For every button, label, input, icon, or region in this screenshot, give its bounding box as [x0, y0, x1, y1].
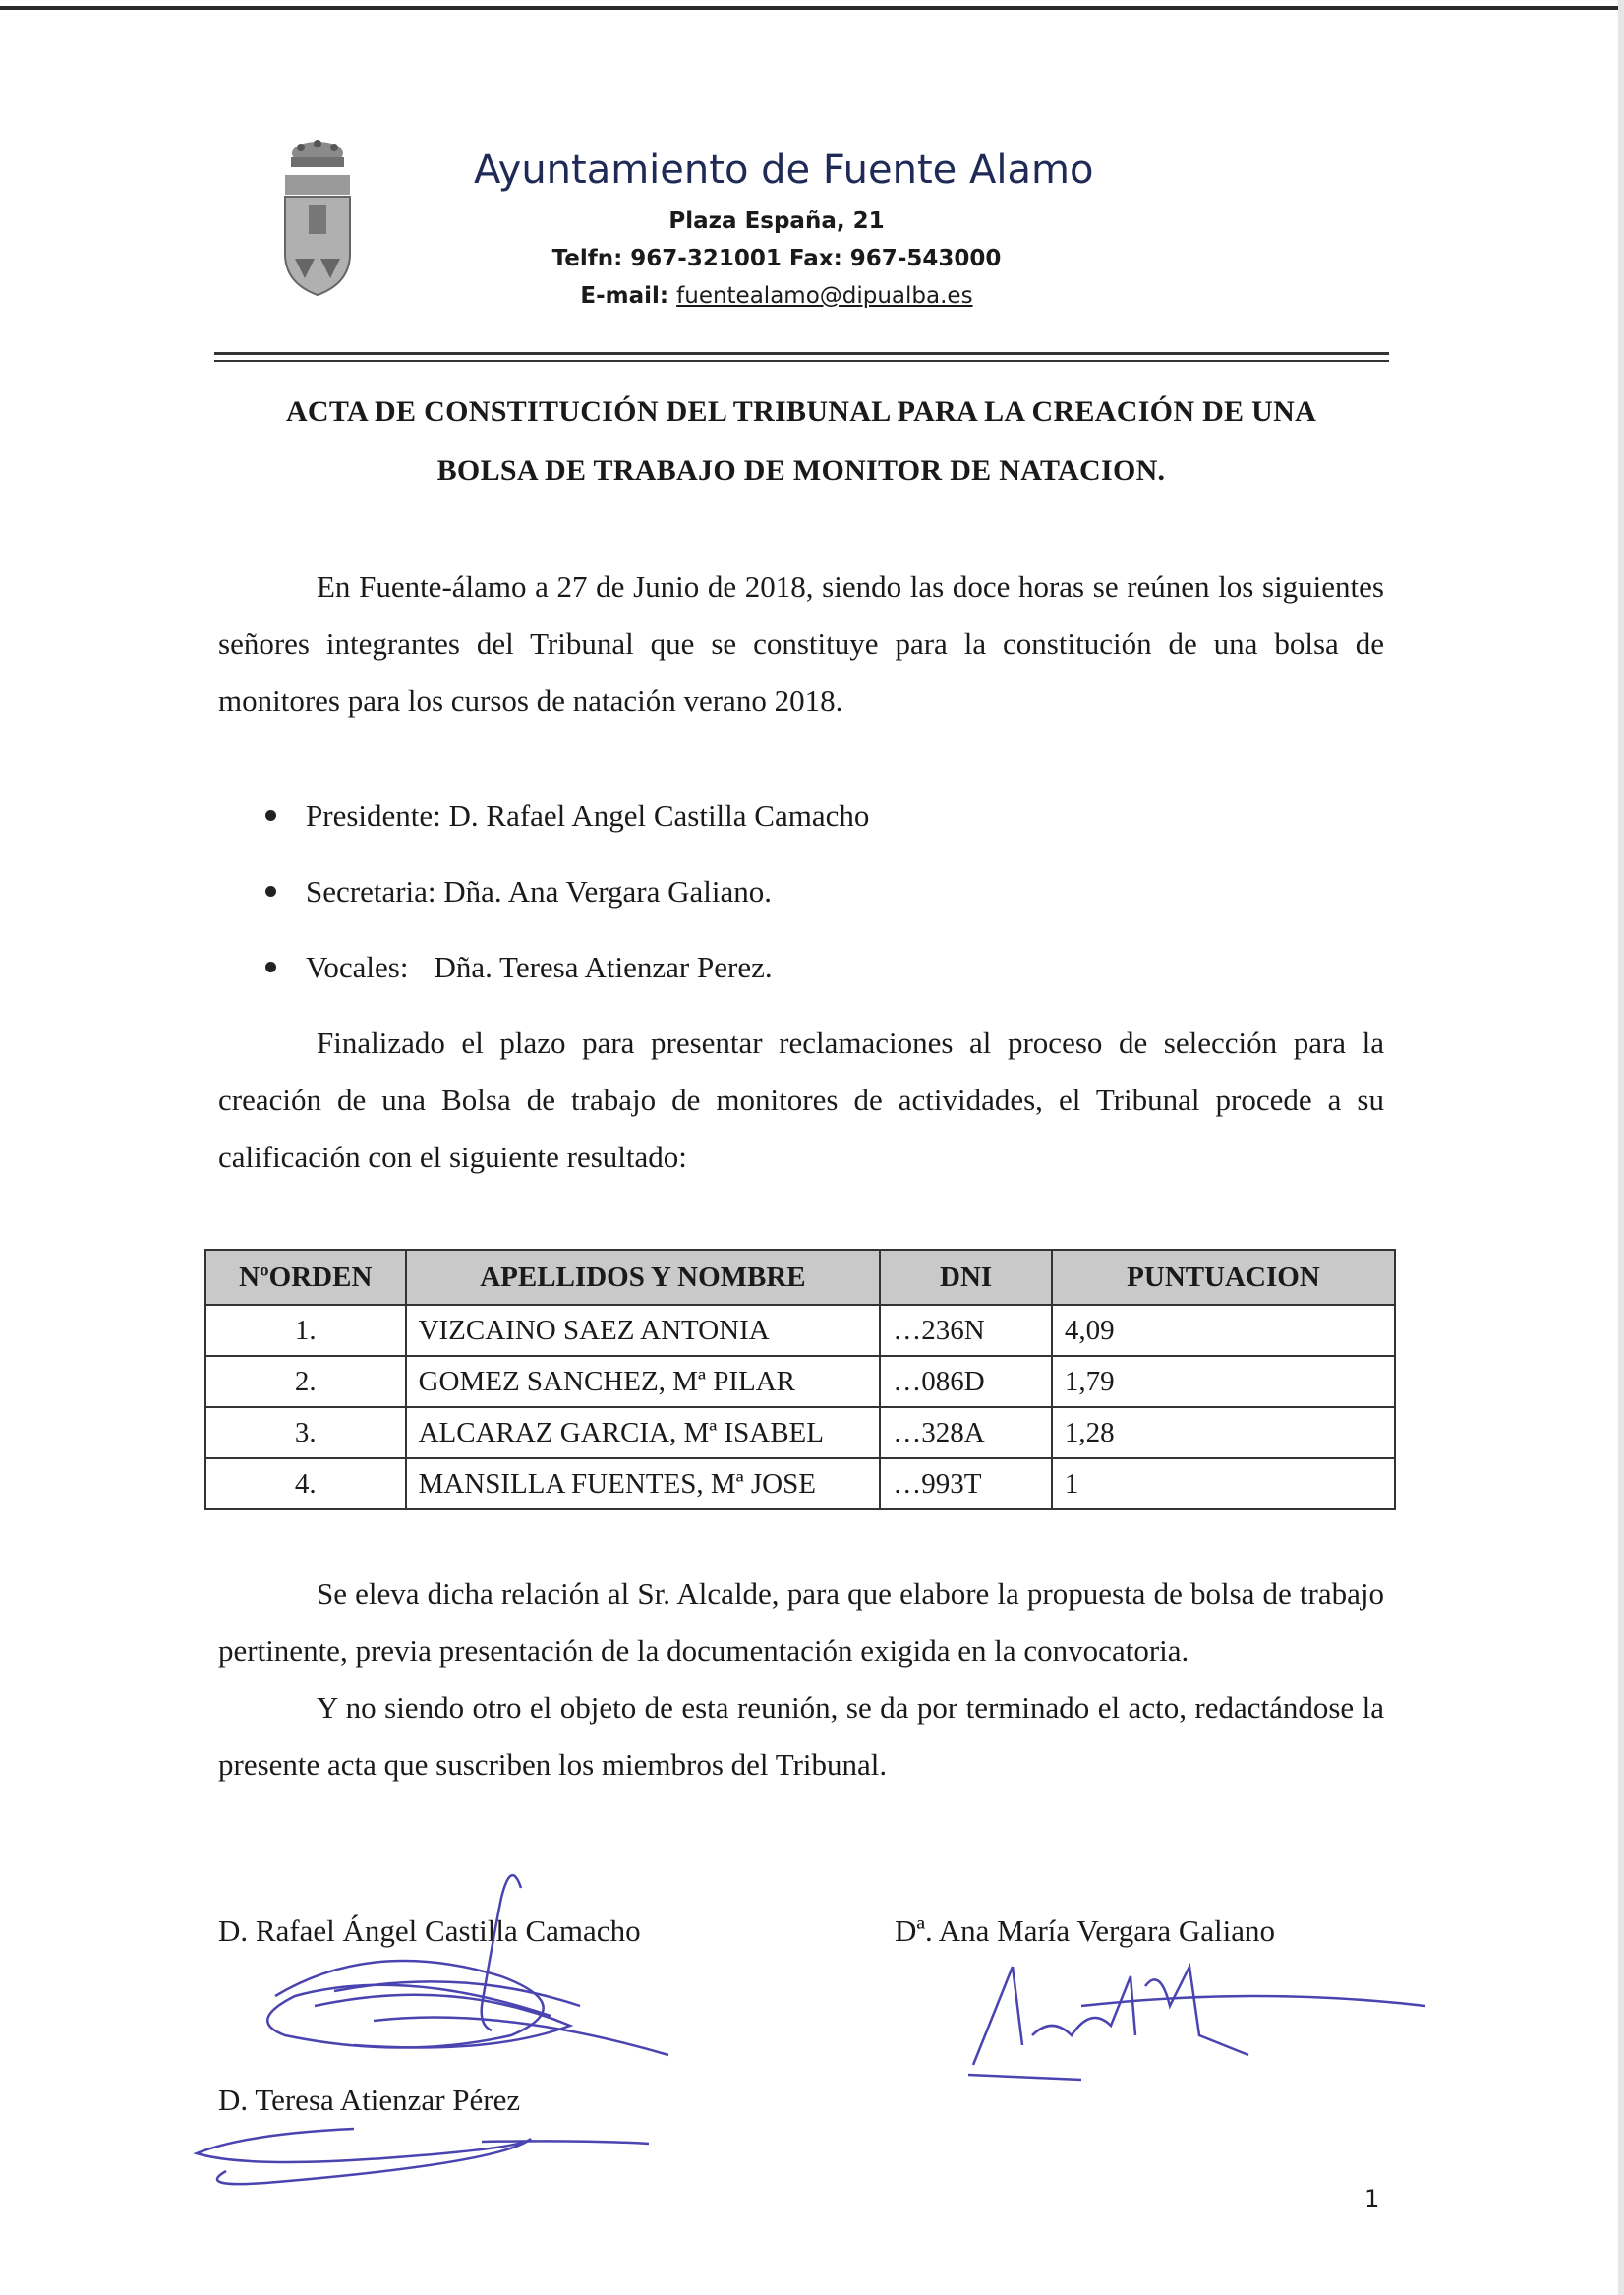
- header-order: NºORDEN: [205, 1250, 406, 1305]
- signature-vocal-icon: [187, 2114, 659, 2203]
- cell-dni: …328A: [880, 1407, 1052, 1458]
- email-link[interactable]: fuentealamo@dipualba.es: [676, 283, 973, 309]
- scan-edge-top: [0, 6, 1624, 10]
- cell-score: 1: [1052, 1458, 1395, 1509]
- header-rule-top: [214, 352, 1389, 355]
- bullet-icon: [265, 962, 276, 972]
- member-name: Dña. Ana Vergara Galiano.: [443, 874, 773, 909]
- scan-edge-right: [1618, 0, 1624, 2295]
- signature-name-secretary: Dª. Ana María Vergara Galiano: [895, 1913, 1276, 1948]
- document-title-line-2: BOLSA DE TRABAJO DE MONITOR DE NATACION.: [436, 454, 1166, 487]
- cell-name: MANSILLA FUENTES, Mª JOSE: [406, 1458, 881, 1509]
- cell-order: 2.: [205, 1356, 406, 1407]
- page-number: 1: [1364, 2185, 1380, 2212]
- member-name: Dña. Teresa Atienzar Perez.: [434, 950, 773, 984]
- coat-of-arms-icon: [273, 136, 362, 303]
- cell-order: 3.: [205, 1407, 406, 1458]
- header-phone: Telfn: 967-321001 Fax: 967-543000: [551, 246, 1002, 271]
- cell-name: GOMEZ SANCHEZ, Mª PILAR: [406, 1356, 881, 1407]
- document-title-line-1: ACTA DE CONSTITUCIÓN DEL TRIBUNAL PARA LA CREACIÓN DE UNA: [285, 395, 1317, 428]
- table-header-row: [205, 1250, 1395, 1305]
- bullet-icon: [265, 886, 276, 897]
- email-label: E-mail:: [580, 283, 677, 309]
- table-row: [205, 1305, 1395, 1356]
- signature-name-president: D. Rafael Ángel Castilla Camacho: [218, 1913, 641, 1948]
- member-president: [265, 798, 869, 834]
- cell-score: 1,28: [1052, 1407, 1395, 1458]
- cell-order: 4.: [205, 1458, 406, 1509]
- cell-dni: …993T: [880, 1458, 1052, 1509]
- intro-paragraph: En Fuente-álamo a 27 de Junio de 2018, siendo las doce horas se reúnen los siguientes señores integrantes del Tribunal que se constituye para la constitución de una bolsa de monitores para los cursos de natación verano 2018.: [218, 569, 1384, 718]
- header-address: Plaza España, 21: [668, 208, 885, 234]
- table-row: [205, 1458, 1395, 1509]
- cell-score: 1,79: [1052, 1356, 1395, 1407]
- signature-secretary-icon: [963, 1947, 1435, 2085]
- header-name: APELLIDOS Y NOMBRE: [406, 1250, 881, 1305]
- cell-name: VIZCAINO SAEZ ANTONIA: [406, 1305, 881, 1356]
- header-rule-bottom: [214, 360, 1389, 362]
- cell-score: 4,09: [1052, 1305, 1395, 1356]
- closing-paragraph-1: Se eleva dicha relación al Sr. Alcalde, para que elabore la propuesta de bolsa de trabajo pertinente, previa presentación de la documentación exigida en la convocatoria.: [218, 1576, 1384, 1668]
- signature-name-vocal: D. Teresa Atienzar Pérez: [218, 2083, 521, 2117]
- cell-name: ALCARAZ GARCIA, Mª ISABEL: [406, 1407, 881, 1458]
- header-score: PUNTUACION: [1052, 1250, 1395, 1305]
- member-vocal: [265, 950, 773, 985]
- member-role: Presidente:: [306, 798, 441, 833]
- results-table: [204, 1249, 1396, 1510]
- member-role: Vocales:: [306, 950, 409, 984]
- cell-dni: …236N: [880, 1305, 1052, 1356]
- cell-dni: …086D: [880, 1356, 1052, 1407]
- table-row: [205, 1407, 1395, 1458]
- member-name: D. Rafael Angel Castilla Camacho: [448, 798, 870, 833]
- result-intro-paragraph: Finalizado el plazo para presentar reclamaciones al proceso de selección para la creación de una Bolsa de trabajo de monitores de actividades, el Tribunal procede a su calificación con el siguiente resultado:: [218, 1026, 1384, 1174]
- member-role: Secretaria:: [306, 874, 436, 909]
- member-secretary: [265, 874, 772, 910]
- cell-order: 1.: [205, 1305, 406, 1356]
- closing-paragraph-2: Y no siendo otro el objeto de esta reunión, se da por terminado el acto, redactándose la presente acta que suscriben los miembros del Tribunal.: [218, 1690, 1384, 1782]
- table-row: [205, 1356, 1395, 1407]
- header-dni: DNI: [880, 1250, 1052, 1305]
- municipality-title: Ayuntamiento de Fuente Alamo: [474, 147, 1094, 193]
- header-email-line: [492, 283, 1062, 309]
- signature-president-icon: [256, 1858, 688, 2075]
- bullet-icon: [265, 810, 276, 821]
